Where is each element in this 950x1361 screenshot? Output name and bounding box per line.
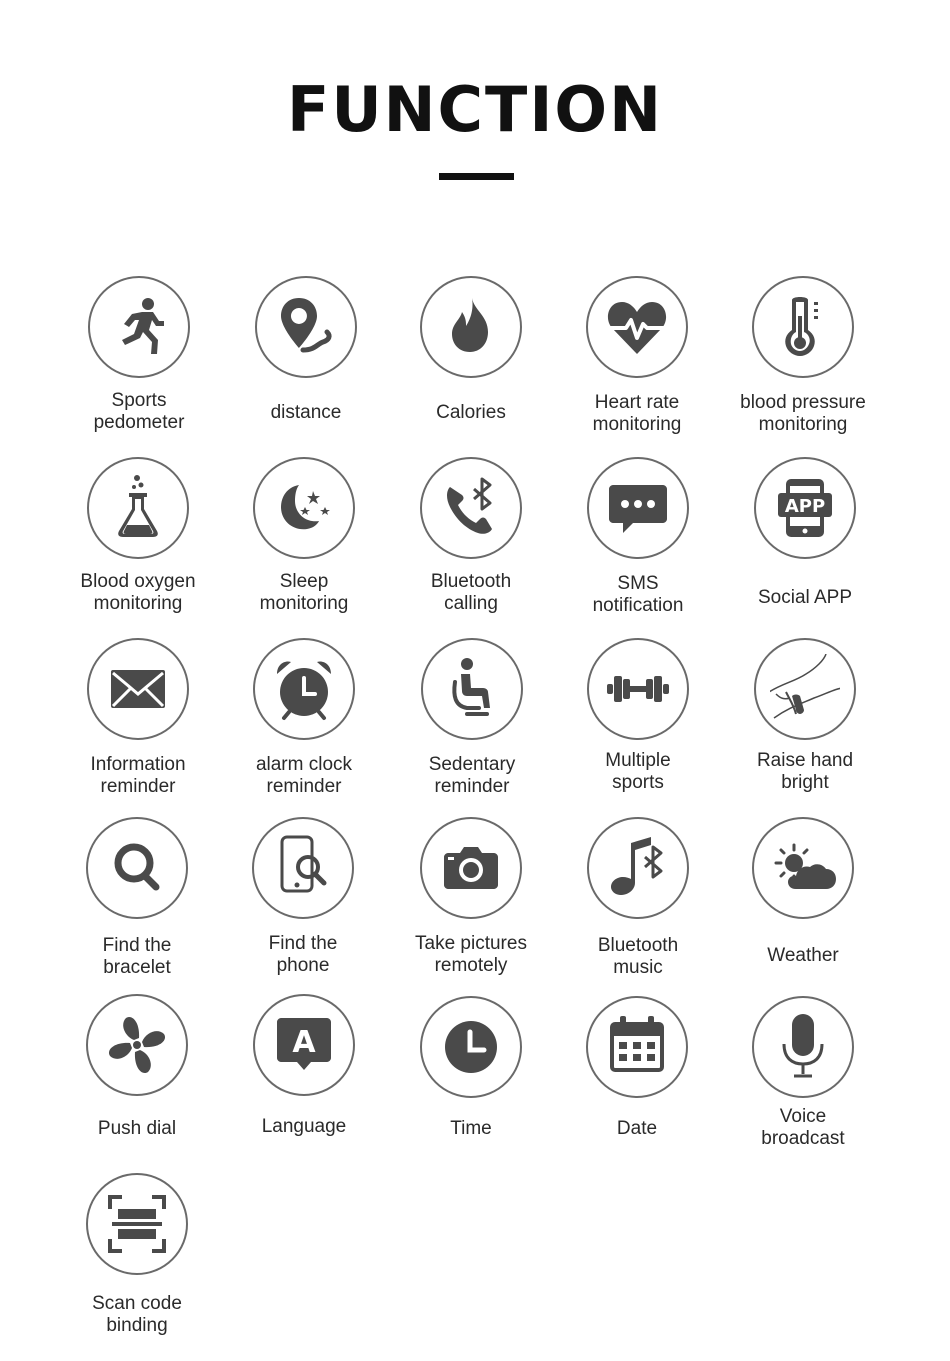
feature-sedentary — [387, 638, 557, 818]
page-title: FUNCTION — [286, 73, 664, 146]
calendar-icon — [602, 1012, 672, 1082]
clock-icon — [436, 1012, 506, 1082]
feature-heart-rate — [552, 276, 722, 456]
chat-bubble-icon — [603, 473, 673, 543]
feature-icon-ring — [420, 457, 522, 559]
feature-raise-hand-bright — [720, 638, 890, 818]
feature-icon-ring — [587, 457, 689, 559]
feature-icon-ring — [87, 457, 189, 559]
feature-scan-code — [52, 1173, 222, 1353]
feature-label: Sedentary reminder — [428, 754, 516, 797]
feature-find-bracelet — [52, 817, 222, 997]
feature-icon-ring — [87, 638, 189, 740]
feature-icon-ring — [86, 994, 188, 1096]
language-icon — [269, 1010, 339, 1080]
feature-label: Find the bracelet — [102, 935, 172, 978]
feature-label: Bluetooth calling — [430, 571, 512, 614]
feature-calories — [386, 276, 556, 456]
feature-multiple-sports — [553, 638, 723, 818]
title-underline — [439, 173, 514, 180]
feature-icon-ring — [752, 817, 854, 919]
pinwheel-icon — [102, 1010, 172, 1080]
feature-sms — [553, 457, 723, 637]
feature-icon-ring — [421, 638, 523, 740]
feature-icon-ring — [252, 817, 354, 919]
feature-information-reminder — [53, 638, 223, 818]
location-route-icon — [271, 292, 341, 362]
feature-weather — [718, 817, 888, 997]
camera-icon — [436, 833, 506, 903]
feature-blood-pressure — [718, 276, 888, 456]
feature-icon-ring — [420, 817, 522, 919]
feature-icon-ring — [420, 276, 522, 378]
feature-icon-ring — [754, 457, 856, 559]
language-letter: A — [292, 1025, 316, 1060]
feature-label: Sleep monitoring — [259, 571, 349, 614]
feature-icon-ring — [586, 276, 688, 378]
feature-label: Raise hand bright — [756, 750, 854, 793]
heart-pulse-icon — [602, 292, 672, 362]
feature-icon-ring — [587, 638, 689, 740]
feature-icon-ring — [88, 276, 190, 378]
feature-label: Weather — [767, 945, 839, 966]
feature-label: SMS notification — [592, 573, 684, 616]
feature-voice-broadcast — [718, 996, 888, 1176]
feature-alarm-clock — [219, 638, 389, 818]
feature-label: blood pressure monitoring — [740, 392, 866, 435]
feature-icon-ring — [253, 994, 355, 1096]
feature-date — [552, 996, 722, 1176]
feature-icon-ring — [255, 276, 357, 378]
feature-label: Heart rate monitoring — [592, 392, 682, 435]
search-icon — [102, 833, 172, 903]
phone-app-icon — [770, 473, 840, 543]
feature-label: Push dial — [97, 1118, 177, 1139]
feature-distance — [221, 276, 391, 456]
music-bluetooth-icon — [603, 833, 673, 903]
flask-icon — [103, 473, 173, 543]
feature-icon-ring — [752, 996, 854, 1098]
feature-label: Find the phone — [268, 933, 338, 976]
feature-push-dial — [52, 994, 222, 1174]
feature-icon-ring — [586, 996, 688, 1098]
feature-icon-ring — [420, 996, 522, 1098]
running-icon — [104, 292, 174, 362]
feature-sports-pedometer — [54, 276, 224, 456]
feature-icon-ring — [754, 638, 856, 740]
seated-person-icon — [437, 654, 507, 724]
feature-label: Scan code binding — [92, 1293, 182, 1336]
feature-label: Blood oxygen monitoring — [80, 571, 196, 614]
feature-language — [219, 994, 389, 1174]
dumbbell-icon — [603, 654, 673, 724]
feature-label: Voice broadcast — [761, 1106, 845, 1149]
feature-icon-ring — [752, 276, 854, 378]
thermometer-icon — [768, 292, 838, 362]
feature-icon-ring — [86, 1173, 188, 1275]
phone-search-icon — [268, 833, 338, 903]
feature-label: Take pictures remotely — [415, 933, 527, 976]
envelope-icon — [103, 654, 173, 724]
feature-blood-oxygen — [53, 457, 223, 637]
feature-label: Calories — [436, 402, 506, 423]
feature-social-app — [720, 457, 890, 637]
feature-label: Bluetooth music — [597, 935, 679, 978]
bluetooth-phone-icon — [436, 473, 506, 543]
sun-cloud-icon — [768, 833, 838, 903]
feature-label: Sports pedometer — [93, 390, 185, 433]
feature-label: Time — [450, 1118, 492, 1139]
feature-label: distance — [270, 402, 342, 423]
feature-icon-ring — [587, 817, 689, 919]
alarm-clock-icon — [269, 654, 339, 724]
feature-find-phone — [218, 817, 388, 997]
scan-code-icon — [102, 1189, 172, 1259]
feature-label: Language — [261, 1116, 347, 1137]
feature-icon-ring — [253, 457, 355, 559]
feature-label: alarm clock reminder — [255, 754, 353, 797]
feature-icon-ring — [253, 638, 355, 740]
feature-bluetooth-calling — [386, 457, 556, 637]
feature-label: Date — [616, 1118, 658, 1139]
moon-stars-icon — [269, 473, 339, 543]
flame-icon — [436, 292, 506, 362]
feature-time — [386, 996, 556, 1176]
feature-take-pictures — [386, 817, 556, 997]
feature-icon-ring — [86, 817, 188, 919]
feature-bluetooth-music — [553, 817, 723, 997]
feature-sleep — [219, 457, 389, 637]
wrist-band-icon — [770, 654, 840, 724]
feature-label: Multiple sports — [605, 750, 671, 793]
feature-label: Information reminder — [90, 754, 186, 797]
microphone-icon — [768, 1012, 838, 1082]
app-text: APP — [784, 496, 826, 517]
feature-label: Social APP — [758, 587, 852, 608]
